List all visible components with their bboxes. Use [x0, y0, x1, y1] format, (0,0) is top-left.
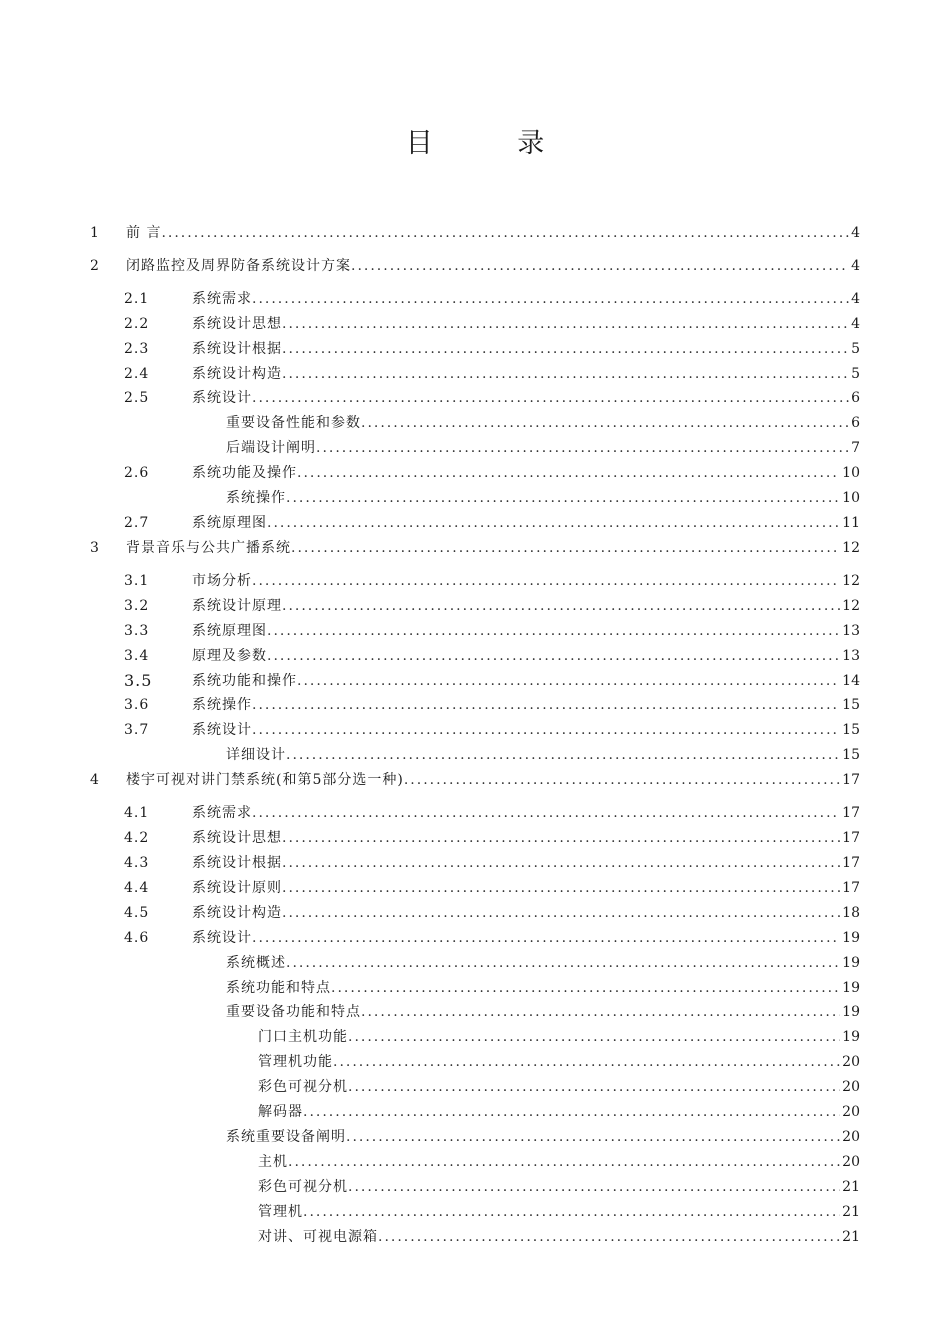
toc-entry-number: 2.2 — [124, 316, 150, 332]
toc-row-level-2[interactable] — [124, 645, 860, 667]
toc-row-level-3[interactable] — [226, 1126, 860, 1148]
toc-row-level-3[interactable] — [226, 437, 860, 459]
toc-entry — [258, 1201, 860, 1223]
toc-page-number: 20 — [842, 1154, 860, 1170]
toc-entry — [192, 694, 860, 716]
toc-entry — [192, 387, 860, 409]
toc-page-number: 5 — [851, 366, 860, 382]
toc-page-number: 4 — [851, 225, 860, 241]
toc-entry — [192, 620, 860, 642]
toc-page-number: 6 — [851, 415, 860, 431]
toc-entry-title: 系统设计根据 — [192, 855, 282, 871]
toc-dot-leader — [282, 313, 849, 335]
toc-entry — [126, 222, 860, 244]
toc-dot-leader — [286, 952, 840, 974]
toc-row-level-2[interactable] — [124, 570, 860, 592]
toc-page-number: 17 — [842, 830, 860, 846]
toc-row-level-2[interactable] — [124, 694, 860, 716]
toc-page-number: 19 — [842, 980, 860, 996]
toc-row-level-2[interactable] — [124, 902, 860, 924]
toc-entry — [258, 1176, 860, 1198]
toc-entry-number: 3.1 — [124, 573, 150, 589]
toc-row-level-3[interactable] — [226, 487, 860, 509]
toc-entry-number: 4.4 — [124, 880, 150, 896]
toc-entry-title: 系统操作 — [226, 490, 286, 506]
toc-entry — [258, 1101, 860, 1123]
toc-dot-leader — [282, 827, 840, 849]
toc-entry — [192, 927, 860, 949]
toc-row-level-1[interactable] — [90, 537, 860, 559]
toc-entry-title: 管理机功能 — [258, 1054, 333, 1070]
toc-page-number: 20 — [842, 1104, 860, 1120]
toc-page-number: 20 — [842, 1129, 860, 1145]
toc-page-number: 21 — [842, 1179, 860, 1195]
toc-dot-leader — [378, 1226, 840, 1248]
toc-page-number: 4 — [851, 316, 860, 332]
toc-entry — [258, 1226, 860, 1248]
toc-page-number: 13 — [842, 623, 860, 639]
toc-entry-title: 系统设计 — [192, 722, 252, 738]
toc-entry-title: 系统设计 — [192, 930, 252, 946]
toc-row-level-3[interactable] — [226, 412, 860, 434]
toc-page-number: 4 — [851, 258, 860, 274]
toc-entry-title: 彩色可视分机 — [258, 1079, 348, 1095]
toc-entry — [192, 670, 860, 692]
toc-dot-leader — [286, 487, 840, 509]
toc-dot-leader — [297, 462, 840, 484]
toc-page-number: 7 — [851, 440, 860, 456]
toc-entry-number: 2.3 — [124, 341, 150, 357]
toc-row-level-2[interactable] — [124, 512, 860, 534]
toc-entry-title: 重要设备功能和特点 — [226, 1004, 361, 1020]
toc-page-number: 12 — [842, 573, 860, 589]
toc-entry-number: 3.3 — [124, 623, 150, 639]
toc-row-level-2[interactable] — [124, 387, 860, 409]
toc-entry-title: 系统操作 — [192, 697, 252, 713]
toc-page-number: 21 — [842, 1229, 860, 1245]
toc-entry-number: 4.3 — [124, 855, 150, 871]
toc-entry-title: 彩色可视分机 — [258, 1179, 348, 1195]
toc-dot-leader — [252, 387, 849, 409]
toc-entry-number: 4 — [90, 772, 100, 788]
toc-entry — [192, 827, 860, 849]
toc-row-level-2[interactable] — [124, 927, 860, 949]
toc-entry — [226, 744, 860, 766]
toc-entry-number: 2.5 — [124, 390, 150, 406]
toc-dot-leader — [282, 902, 840, 924]
toc-entry-number: 2 — [90, 258, 100, 274]
toc-entry-title: 后端设计阐明 — [226, 440, 316, 456]
toc-page-number: 17 — [842, 805, 860, 821]
toc-dot-leader — [282, 852, 840, 874]
toc-entry-title: 楼宇可视对讲门禁系统(和第5部分选一种) — [126, 772, 404, 788]
toc-page-number: 20 — [842, 1054, 860, 1070]
toc-entry-title: 管理机 — [258, 1204, 303, 1220]
toc-entry-number: 4.2 — [124, 830, 150, 846]
toc-entry-number: 4.6 — [124, 930, 150, 946]
toc-page-number: 19 — [842, 1029, 860, 1045]
toc-entry — [192, 363, 860, 385]
toc-page-number: 20 — [842, 1079, 860, 1095]
toc-row-level-3[interactable] — [226, 977, 860, 999]
toc-entry — [192, 852, 860, 874]
toc-row-level-4[interactable] — [258, 1026, 860, 1048]
toc-dot-leader — [316, 437, 849, 459]
toc-entry-number: 2.7 — [124, 515, 150, 531]
toc-page-number: 5 — [851, 341, 860, 357]
toc-entry — [226, 952, 860, 974]
toc-page-number: 17 — [842, 855, 860, 871]
toc-row-level-3[interactable] — [226, 1001, 860, 1023]
toc-row-level-2[interactable] — [124, 288, 860, 310]
toc-entry — [192, 338, 860, 360]
toc-entry — [226, 437, 860, 459]
toc-entry-title: 对讲、可视电源箱 — [258, 1229, 378, 1245]
toc-dot-leader — [288, 1151, 840, 1173]
toc-page-number: 10 — [842, 465, 860, 481]
toc-row-level-2[interactable] — [124, 313, 860, 335]
toc-page-number: 10 — [842, 490, 860, 506]
toc-page-number: 15 — [842, 722, 860, 738]
toc-entry-number: 3.5 — [124, 671, 153, 690]
toc-entry-number: 2.4 — [124, 366, 150, 382]
toc-dot-leader — [267, 645, 840, 667]
toc-row-level-1[interactable] — [90, 255, 860, 277]
toc-row-level-4[interactable] — [258, 1201, 860, 1223]
toc-dot-leader — [282, 338, 849, 360]
toc-dot-leader — [346, 1126, 840, 1148]
toc-entry-title: 原理及参数 — [192, 648, 267, 664]
toc-row-level-2[interactable] — [124, 827, 860, 849]
toc-dot-leader — [286, 744, 840, 766]
toc-entry — [258, 1151, 860, 1173]
toc-page-number: 15 — [842, 747, 860, 763]
toc-entry-number: 3.7 — [124, 722, 150, 738]
toc-entry-title: 系统设计思想 — [192, 316, 282, 332]
toc-dot-leader — [361, 1001, 840, 1023]
toc-entry-title: 系统设计构造 — [192, 366, 282, 382]
toc-page-number: 11 — [842, 515, 860, 531]
toc-dot-leader — [351, 255, 849, 277]
toc-dot-leader — [348, 1076, 840, 1098]
toc-page-number: 12 — [842, 598, 860, 614]
toc-page-number: 4 — [851, 291, 860, 307]
toc-entry-title: 系统功能及操作 — [192, 465, 297, 481]
toc-entry-title: 系统设计构造 — [192, 905, 282, 921]
toc-entry-title: 重要设备性能和参数 — [226, 415, 361, 431]
toc-entry-title: 闭路监控及周界防备系统设计方案 — [126, 258, 351, 274]
toc-page-number: 18 — [842, 905, 860, 921]
toc-entry — [192, 645, 860, 667]
toc-dot-leader — [252, 570, 840, 592]
toc-dot-leader — [348, 1176, 840, 1198]
toc-page-number: 12 — [842, 540, 860, 556]
toc-row-level-2[interactable] — [124, 620, 860, 642]
toc-row-level-2[interactable] — [124, 719, 860, 741]
toc-dot-leader — [252, 694, 840, 716]
toc-entry-title: 系统设计 — [192, 390, 252, 406]
toc-entry-title: 系统需求 — [192, 291, 252, 307]
toc-dot-leader — [404, 769, 840, 791]
toc-row-level-4[interactable] — [258, 1226, 860, 1248]
toc-entry — [126, 537, 860, 559]
toc-entry — [192, 595, 860, 617]
toc-entry-number: 2.1 — [124, 291, 150, 307]
toc-entry-title: 前 言 — [126, 225, 162, 241]
toc-entry — [192, 877, 860, 899]
toc-page-number: 15 — [842, 697, 860, 713]
page-title: 目 录 — [405, 128, 583, 159]
toc-dot-leader — [252, 288, 849, 310]
toc-row-level-2[interactable] — [124, 670, 860, 692]
toc-entry — [192, 313, 860, 335]
toc-dot-leader — [252, 719, 840, 741]
toc-entry-number: 4.1 — [124, 805, 150, 821]
toc-entry — [126, 769, 860, 791]
toc-dot-leader — [331, 977, 840, 999]
toc-row-level-1[interactable] — [90, 769, 860, 791]
toc-entry-title: 系统设计根据 — [192, 341, 282, 357]
toc-row-level-1[interactable] — [90, 222, 860, 244]
toc-entry — [258, 1026, 860, 1048]
toc-entry-title: 系统原理图 — [192, 515, 267, 531]
toc-entry-title: 系统原理图 — [192, 623, 267, 639]
toc-row-level-2[interactable] — [124, 595, 860, 617]
toc-entry-number: 4.5 — [124, 905, 150, 921]
toc-row-level-3[interactable] — [226, 744, 860, 766]
toc-row-level-4[interactable] — [258, 1076, 860, 1098]
toc-entry — [226, 1001, 860, 1023]
toc-row-level-2[interactable] — [124, 877, 860, 899]
toc-row-level-4[interactable] — [258, 1176, 860, 1198]
toc-entry-title: 系统设计原则 — [192, 880, 282, 896]
toc-entry — [192, 288, 860, 310]
toc-entry-title: 解码器 — [258, 1104, 303, 1120]
toc-row-level-4[interactable] — [258, 1151, 860, 1173]
toc-entry — [192, 719, 860, 741]
toc-entry — [226, 412, 860, 434]
toc-dot-leader — [282, 877, 840, 899]
toc-entry-title: 主机 — [258, 1154, 288, 1170]
toc-dot-leader — [282, 595, 840, 617]
toc-page-number: 17 — [842, 880, 860, 896]
toc-row-level-2[interactable] — [124, 338, 860, 360]
toc-dot-leader — [267, 512, 840, 534]
toc-dot-leader — [291, 537, 840, 559]
toc-dot-leader — [348, 1026, 840, 1048]
toc-page-number: 19 — [842, 930, 860, 946]
toc-page-number: 13 — [842, 648, 860, 664]
toc-entry-number: 3 — [90, 540, 100, 556]
toc-dot-leader — [297, 670, 840, 692]
toc-dot-leader — [267, 620, 840, 642]
toc-entry-title: 市场分析 — [192, 573, 252, 589]
toc-entry — [126, 255, 860, 277]
toc-entry — [226, 1126, 860, 1148]
toc-page-number: 17 — [842, 772, 860, 788]
toc-entry-title: 背景音乐与公共广播系统 — [126, 540, 291, 556]
toc-entry-title: 系统需求 — [192, 805, 252, 821]
toc-entry-title: 系统设计思想 — [192, 830, 282, 846]
toc-entry-title: 系统功能和特点 — [226, 980, 331, 996]
toc-entry-title: 系统设计原理 — [192, 598, 282, 614]
toc-dot-leader — [282, 363, 849, 385]
toc-page-number: 19 — [842, 955, 860, 971]
toc-entry — [192, 902, 860, 924]
toc-entry-title: 系统概述 — [226, 955, 286, 971]
toc-dot-leader — [161, 222, 849, 244]
toc-page-number: 6 — [851, 390, 860, 406]
toc-row-level-3[interactable] — [226, 952, 860, 974]
toc-entry-number: 2.6 — [124, 465, 150, 481]
toc-dot-leader — [303, 1201, 840, 1223]
toc-entry-number: 3.4 — [124, 648, 150, 664]
toc-row-level-2[interactable] — [124, 363, 860, 385]
toc-entry-number: 1 — [90, 225, 100, 241]
toc-entry — [192, 570, 860, 592]
toc-entry-number: 3.6 — [124, 697, 150, 713]
toc-entry — [192, 512, 860, 534]
toc-row-level-2[interactable] — [124, 462, 860, 484]
toc-entry — [258, 1051, 860, 1073]
toc-entry-title: 系统重要设备阐明 — [226, 1129, 346, 1145]
toc-dot-leader — [252, 927, 840, 949]
toc-row-level-4[interactable] — [258, 1051, 860, 1073]
toc-row-level-4[interactable] — [258, 1101, 860, 1123]
toc-entry — [226, 487, 860, 509]
toc-page-number: 14 — [842, 673, 860, 689]
toc-dot-leader — [333, 1051, 840, 1073]
toc-dot-leader — [361, 412, 849, 434]
toc-row-level-2[interactable] — [124, 802, 860, 824]
toc-page-number: 21 — [842, 1204, 860, 1220]
toc-dot-leader — [303, 1101, 840, 1123]
toc-page-number: 19 — [842, 1004, 860, 1020]
toc-row-level-2[interactable] — [124, 852, 860, 874]
toc-entry-title: 系统功能和操作 — [192, 673, 297, 689]
toc-entry — [192, 462, 860, 484]
toc-entry — [226, 977, 860, 999]
toc-entry-title: 详细设计 — [226, 747, 286, 763]
toc-entry — [258, 1076, 860, 1098]
toc-entry-number: 3.2 — [124, 598, 150, 614]
toc-entry — [192, 802, 860, 824]
toc-dot-leader — [252, 802, 840, 824]
toc-entry-title: 门口主机功能 — [258, 1029, 348, 1045]
